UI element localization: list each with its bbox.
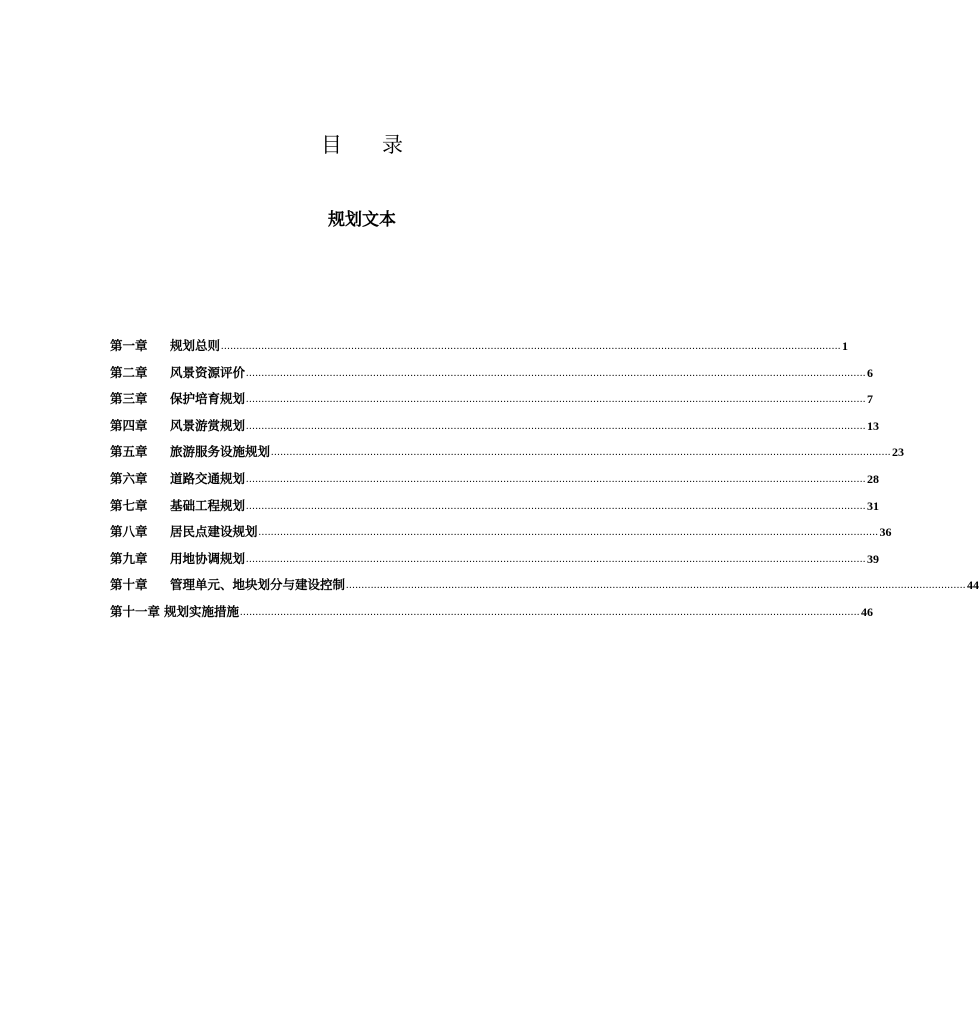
toc-chapter-label: 第七章 — [110, 497, 148, 513]
toc-entry-title: 居民点建设规划 — [170, 524, 258, 540]
toc-entry-5[interactable] — [110, 442, 905, 469]
toc-entry-title: 风景游赏规划 — [170, 417, 246, 433]
toc-entry-title: 规划实施措施 — [164, 603, 240, 619]
toc-chapter-label: 第三章 — [110, 391, 148, 407]
toc-page-number: 6 — [867, 365, 874, 380]
toc-entry-6[interactable] — [110, 469, 880, 496]
toc-dot-leader: ........................................................................................................................................................................................................ — [246, 394, 867, 406]
toc-entry-2[interactable] — [110, 363, 874, 390]
toc-page-number: 13 — [867, 418, 880, 433]
toc-entry-title: 用地协调规划 — [170, 550, 246, 566]
toc-entry-1[interactable] — [110, 336, 849, 363]
toc-chapter-label: 第一章 — [110, 338, 148, 353]
toc-chapter-label: 第六章 — [110, 470, 148, 486]
toc-entry-9[interactable] — [110, 549, 880, 576]
toc-dot-leader: ........................................................................................................................................................................................................ — [258, 527, 879, 539]
document-subtitle: 规划文本 — [328, 210, 396, 230]
toc-page-number: 44 — [967, 578, 979, 593]
toc-page-number: 23 — [892, 445, 905, 460]
toc-dot-leader: ........................................................................................................................................................................................................ — [271, 447, 892, 459]
toc-page-number: 31 — [867, 498, 880, 513]
toc-dot-leader: ........................................................................................................................................................................................................ — [246, 500, 867, 512]
toc-dot-leader: ........................................................................................................................................................................................................ — [240, 606, 861, 618]
toc-entry-8[interactable] — [110, 522, 892, 549]
toc-page-number: 46 — [861, 604, 874, 619]
toc-chapter-label: 第二章 — [110, 364, 148, 380]
toc-entry-title: 道路交通规划 — [170, 470, 246, 486]
toc-entry-3[interactable] — [110, 389, 874, 416]
toc-dot-leader: ........................................................................................................................................................................................................ — [246, 553, 867, 565]
table-of-contents — [110, 336, 979, 629]
toc-page-number: 1 — [842, 339, 849, 353]
toc-page-number: 28 — [867, 471, 880, 486]
toc-entry-title: 管理单元、地块划分与建设控制 — [170, 577, 346, 593]
toc-chapter-label: 第四章 — [110, 417, 148, 433]
toc-chapter-label: 第五章 — [110, 444, 148, 460]
toc-page-number: 36 — [879, 525, 892, 540]
toc-entry-11[interactable] — [110, 602, 874, 629]
toc-entry-10[interactable] — [110, 575, 979, 602]
toc-dot-leader: ........................................................................................................................................................................................................ — [246, 473, 867, 485]
toc-dot-leader: ........................................................................................................................................................................................................ — [246, 420, 867, 432]
toc-dot-leader: ........................................................................................................................................................................................................ — [221, 341, 842, 352]
toc-dot-leader: ........................................................................................................................................................................................................ — [246, 367, 867, 379]
toc-entry-4[interactable] — [110, 416, 880, 443]
toc-chapter-label: 第九章 — [110, 550, 148, 566]
toc-chapter-label: 第十一章 — [110, 603, 161, 619]
document-title: 目录 — [321, 133, 443, 157]
toc-chapter-label: 第十章 — [110, 577, 148, 593]
toc-entry-title: 旅游服务设施规划 — [170, 444, 271, 460]
toc-page-number: 7 — [867, 392, 874, 407]
toc-entry-title: 基础工程规划 — [170, 497, 246, 513]
toc-page-number: 39 — [867, 551, 880, 566]
toc-entry-title: 规划总则 — [170, 338, 221, 353]
toc-entry-title: 风景资源评价 — [170, 364, 246, 380]
toc-dot-leader: ........................................................................................................................................................................................................ — [346, 580, 967, 592]
toc-chapter-label: 第八章 — [110, 524, 148, 540]
toc-entry-7[interactable] — [110, 496, 880, 523]
toc-entry-title: 保护培育规划 — [170, 391, 246, 407]
